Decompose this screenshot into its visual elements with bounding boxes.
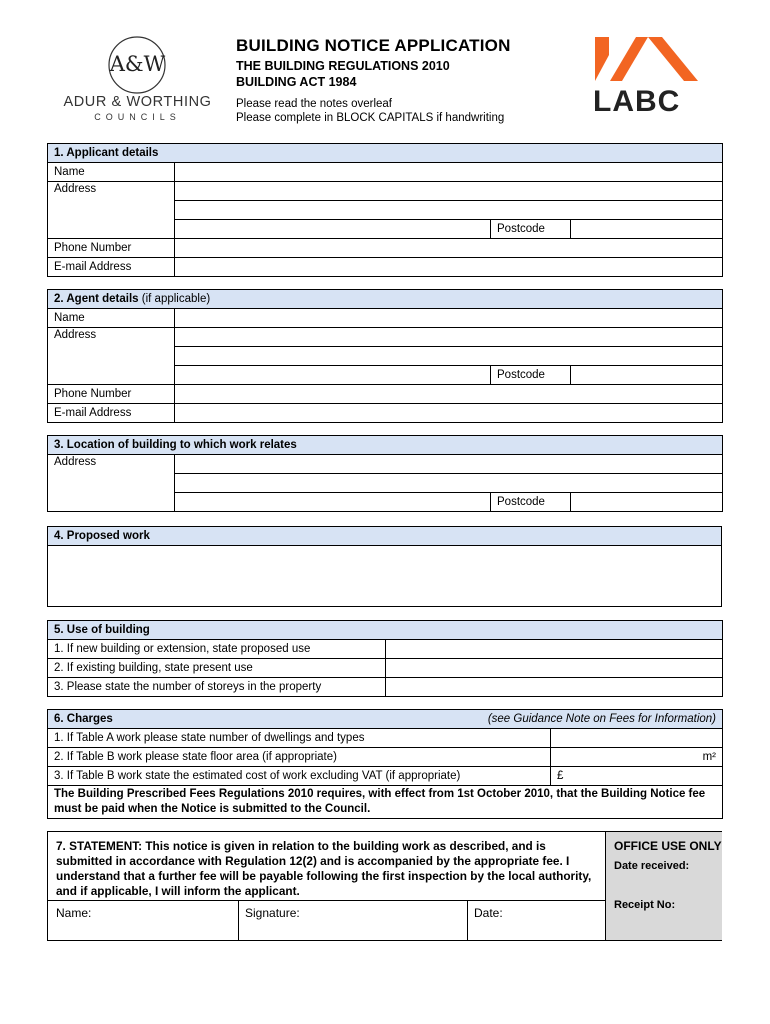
building-use-table (47, 620, 723, 697)
applicant-phone-label: Phone Number (48, 239, 175, 258)
date-received-label: Date received: (614, 860, 690, 872)
agent-postcode-field[interactable] (571, 366, 723, 385)
section-2-title: 2. Agent details (54, 293, 139, 305)
agent-address-line-1[interactable] (175, 328, 723, 347)
agent-email-label: E-mail Address (48, 404, 175, 423)
council-name: ADUR & WORTHING (63, 94, 212, 110)
regulations-line: THE BUILDING REGULATIONS 2010 (236, 59, 450, 73)
location-address-line-1[interactable] (175, 455, 723, 474)
location-address-line-2[interactable] (175, 474, 723, 493)
agent-address-line-3[interactable] (175, 366, 491, 385)
agent-name-label: Name (48, 309, 175, 328)
applicant-details-table (47, 143, 723, 277)
present-use-label: 2. If existing building, state present use (48, 659, 386, 678)
currency-symbol: £ (557, 770, 564, 782)
agent-phone-label: Phone Number (48, 385, 175, 404)
office-use-heading: OFFICE USE ONLY (614, 839, 722, 853)
statement-date-label: Date: (474, 906, 503, 920)
applicant-address-line-2[interactable] (175, 201, 723, 220)
charges-table (47, 709, 723, 819)
storeys-field[interactable] (386, 678, 723, 697)
labc-text: LABC (593, 85, 681, 118)
section-4-heading: 4. Proposed work (48, 527, 722, 546)
location-postcode-field[interactable] (571, 493, 723, 512)
statement-name-field[interactable] (48, 901, 239, 940)
storeys-label: 3. Please state the number of storeys in the property (48, 678, 386, 697)
estimated-cost-label: 3. If Table B work state the estimated cost of work excluding VAT (if appropriate) (48, 767, 551, 786)
applicant-name-label: Name (48, 163, 175, 182)
section-1-heading: 1. Applicant details (48, 144, 723, 163)
agent-postcode-label: Postcode (491, 366, 571, 385)
page-title: BUILDING NOTICE APPLICATION (236, 36, 511, 55)
section-5-heading: 5. Use of building (48, 621, 723, 640)
receipt-no-label: Receipt No: (614, 899, 676, 911)
floor-area-label: 2. If Table B work please state floor area (if appropriate) (48, 748, 551, 767)
section-6-title: 6. Charges (54, 713, 113, 725)
section-2-heading (48, 290, 723, 309)
applicant-phone-field[interactable] (175, 239, 723, 258)
building-location-table (47, 435, 723, 512)
council-logo (55, 34, 220, 126)
proposed-use-label: 1. If new building or extension, state proposed use (48, 640, 386, 659)
applicant-email-label: E-mail Address (48, 258, 175, 277)
capitals-instruction: Please complete in BLOCK CAPITALS if handwriting (236, 112, 505, 124)
statement-date-field[interactable] (468, 901, 605, 940)
agent-address-label: Address (48, 328, 175, 385)
signature-label: Signature: (245, 906, 300, 920)
dwellings-label: 1. If Table A work please state number of dwellings and types (48, 729, 551, 748)
agent-details-table (47, 289, 723, 423)
agent-address-line-2[interactable] (175, 347, 723, 366)
section-3-heading: 3. Location of building to which work relates (48, 436, 723, 455)
labc-roof-icon (592, 35, 717, 85)
proposed-use-field[interactable] (386, 640, 723, 659)
applicant-postcode-field[interactable] (571, 220, 723, 239)
dwellings-field[interactable] (551, 729, 723, 748)
present-use-field[interactable] (386, 659, 723, 678)
labc-logo (592, 35, 717, 120)
location-address-label: Address (48, 455, 175, 512)
proposed-work-table (47, 526, 722, 607)
section-6-heading (48, 710, 723, 729)
location-postcode-label: Postcode (491, 493, 571, 512)
fees-regulation-notice: The Building Prescribed Fees Regulations 2010 requires, with effect from 1st October 2010, that the Building Notice fee must be paid when the Notice is submitted to the Council. (48, 786, 723, 819)
agent-phone-field[interactable] (175, 385, 723, 404)
applicant-email-field[interactable] (175, 258, 723, 277)
council-logo-monogram: A&W (109, 52, 166, 76)
notes-instruction: Please read the notes overleaf (236, 98, 392, 110)
statement-box (47, 831, 722, 941)
applicant-address-label: Address (48, 182, 175, 239)
act-line: BUILDING ACT 1984 (236, 75, 357, 89)
applicant-name-field[interactable] (175, 163, 723, 182)
applicant-postcode-label: Postcode (491, 220, 571, 239)
floor-area-field[interactable] (551, 748, 723, 767)
section-2-note: (if applicable) (141, 293, 211, 305)
office-use-panel (605, 832, 722, 940)
fees-guidance-note: (see Guidance Note on Fees for Information) (487, 713, 717, 725)
statement-name-label: Name: (56, 906, 92, 920)
signature-field[interactable] (239, 901, 468, 940)
agent-name-field[interactable] (175, 309, 723, 328)
floor-area-unit: m² (702, 751, 717, 763)
agent-email-field[interactable] (175, 404, 723, 423)
location-address-line-3[interactable] (175, 493, 491, 512)
applicant-address-line-3[interactable] (175, 220, 491, 239)
applicant-address-line-1[interactable] (175, 182, 723, 201)
estimated-cost-field[interactable] (551, 767, 723, 786)
proposed-work-field[interactable] (48, 546, 722, 607)
council-subname: COUNCILS (94, 112, 181, 122)
statement-text: 7. STATEMENT: This notice is given in relation to the building work as described, and is submitted in accordance with Regulation 12(2) and is accompanied by the appropriate fee. I understand that a further fee will be payable following the first inspection by the local authority, and if applicable, I will inform the applicant. (56, 839, 592, 898)
